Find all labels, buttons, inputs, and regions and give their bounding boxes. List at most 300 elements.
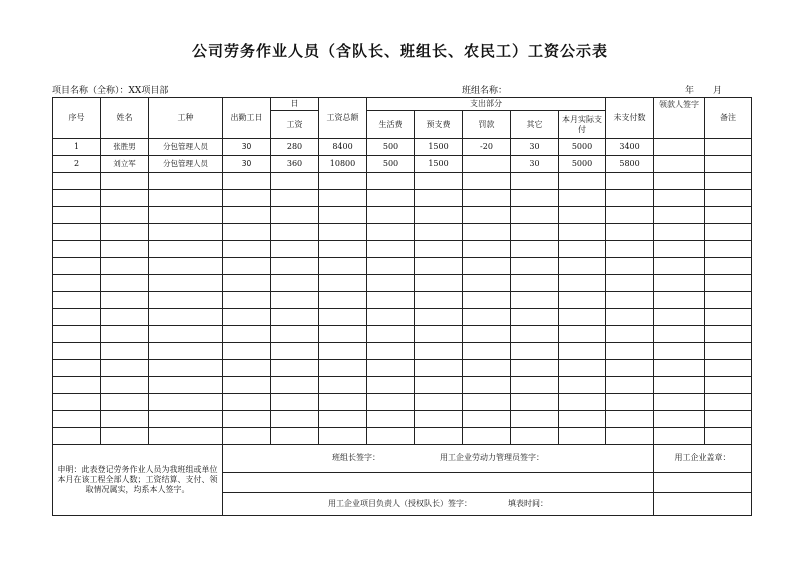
cell-remarks: [705, 156, 752, 173]
cell-living: 500: [367, 139, 415, 156]
empty-cell: [149, 343, 223, 360]
empty-cell: [463, 190, 511, 207]
empty-cell: [101, 360, 149, 377]
empty-cell: [559, 343, 606, 360]
empty-cell: [319, 309, 367, 326]
empty-cell: [367, 326, 415, 343]
project-name-label: 项目名称（全称）：XX项目部: [52, 86, 169, 96]
header-actual-paid: 本月实际支付: [559, 111, 606, 139]
empty-cell: [319, 190, 367, 207]
empty-cell: [606, 241, 654, 258]
empty-cell: [606, 326, 654, 343]
empty-cell: [149, 377, 223, 394]
empty-cell: [101, 275, 149, 292]
empty-cell: [559, 411, 606, 428]
empty-cell: [367, 258, 415, 275]
empty-row: [53, 190, 752, 207]
empty-cell: [559, 428, 606, 445]
empty-cell: [367, 360, 415, 377]
empty-cell: [101, 173, 149, 190]
empty-cell: [101, 190, 149, 207]
empty-cell: [606, 173, 654, 190]
cell-wage: 360: [271, 156, 319, 173]
empty-cell: [101, 258, 149, 275]
fill-time-label: 填表时间：: [508, 499, 549, 509]
empty-cell: [654, 224, 705, 241]
empty-cell: [415, 428, 463, 445]
header-wage: 工资: [271, 111, 319, 139]
empty-cell: [415, 224, 463, 241]
cell-other: 30: [511, 156, 559, 173]
empty-cell: [463, 343, 511, 360]
cell-total: 10800: [319, 156, 367, 173]
empty-cell: [511, 292, 559, 309]
header-attendance: 出勤工日: [223, 98, 271, 139]
empty-cell: [271, 394, 319, 411]
empty-cell: [223, 360, 271, 377]
empty-row: [53, 275, 752, 292]
empty-cell: [149, 394, 223, 411]
empty-cell: [606, 275, 654, 292]
header-advance: 预支费: [415, 111, 463, 139]
empty-cell: [654, 360, 705, 377]
company-seal-label: 用工企业盖章：: [654, 445, 752, 473]
empty-cell: [271, 309, 319, 326]
empty-cell: [101, 428, 149, 445]
empty-row: [53, 360, 752, 377]
empty-cell: [705, 224, 752, 241]
empty-row: [53, 428, 752, 445]
empty-cell: [53, 411, 101, 428]
empty-cell: [149, 292, 223, 309]
empty-cell: [223, 377, 271, 394]
cell-unpaid: 5800: [606, 156, 654, 173]
empty-cell: [559, 326, 606, 343]
empty-cell: [654, 275, 705, 292]
empty-cell: [367, 343, 415, 360]
empty-cell: [654, 343, 705, 360]
empty-cell: [367, 309, 415, 326]
empty-cell: [415, 207, 463, 224]
empty-cell: [511, 173, 559, 190]
empty-cell: [53, 428, 101, 445]
empty-cell: [415, 275, 463, 292]
empty-cell: [367, 173, 415, 190]
empty-cell: [271, 292, 319, 309]
header-living: 生活费: [367, 111, 415, 139]
empty-cell: [415, 292, 463, 309]
header-trade: 工种: [149, 98, 223, 139]
empty-cell: [559, 377, 606, 394]
empty-cell: [705, 377, 752, 394]
empty-cell: [149, 173, 223, 190]
empty-cell: [271, 190, 319, 207]
empty-row: [53, 207, 752, 224]
empty-cell: [415, 411, 463, 428]
empty-cell: [606, 394, 654, 411]
empty-cell: [511, 275, 559, 292]
table-row: [53, 139, 752, 156]
year-label: 年: [685, 86, 695, 96]
empty-cell: [101, 394, 149, 411]
header-remarks: 备注: [705, 98, 752, 139]
empty-cell: [271, 377, 319, 394]
declaration-note: 申明：此表登记劳务作业人员为我班组或单位本月在该工程全部人数；工资结算、支付、领取情况属实，均系本人签字。: [53, 445, 223, 516]
empty-cell: [606, 428, 654, 445]
empty-cell: [367, 394, 415, 411]
cell-other: 30: [511, 139, 559, 156]
empty-cell: [415, 258, 463, 275]
empty-cell: [367, 275, 415, 292]
empty-cell: [319, 173, 367, 190]
empty-cell: [705, 394, 752, 411]
empty-cell: [415, 377, 463, 394]
empty-cell: [654, 411, 705, 428]
empty-cell: [606, 292, 654, 309]
empty-cell: [559, 394, 606, 411]
empty-cell: [606, 224, 654, 241]
cell-unpaid: 3400: [606, 139, 654, 156]
empty-cell: [559, 275, 606, 292]
empty-cell: [463, 326, 511, 343]
empty-cell: [271, 428, 319, 445]
empty-cell: [149, 428, 223, 445]
empty-cell: [367, 224, 415, 241]
empty-row: [53, 343, 752, 360]
empty-cell: [53, 343, 101, 360]
empty-cell: [511, 309, 559, 326]
empty-cell: [705, 275, 752, 292]
empty-cell: [463, 258, 511, 275]
empty-row: [53, 309, 752, 326]
empty-cell: [271, 207, 319, 224]
cell-attendance: 30: [223, 139, 271, 156]
empty-cell: [149, 275, 223, 292]
empty-cell: [53, 326, 101, 343]
header-fine: 罚款: [463, 111, 511, 139]
empty-cell: [705, 411, 752, 428]
cell-total: 8400: [319, 139, 367, 156]
empty-cell: [606, 377, 654, 394]
cell-name: 张胜男: [101, 139, 149, 156]
empty-cell: [223, 241, 271, 258]
empty-cell: [654, 258, 705, 275]
empty-cell: [654, 207, 705, 224]
empty-cell: [101, 411, 149, 428]
empty-cell: [705, 360, 752, 377]
empty-cell: [101, 207, 149, 224]
empty-cell: [463, 377, 511, 394]
empty-cell: [654, 377, 705, 394]
cell-fine: [463, 156, 511, 173]
empty-cell: [511, 241, 559, 258]
labor-manager-sign-label: 用工企业劳动力管理员签字：: [440, 453, 545, 463]
empty-cell: [101, 224, 149, 241]
empty-cell: [463, 275, 511, 292]
empty-cell: [101, 326, 149, 343]
empty-cell: [367, 411, 415, 428]
empty-cell: [271, 275, 319, 292]
cell-attendance: 30: [223, 156, 271, 173]
empty-cell: [511, 360, 559, 377]
empty-cell: [606, 360, 654, 377]
empty-cell: [271, 360, 319, 377]
empty-cell: [101, 343, 149, 360]
empty-cell: [223, 309, 271, 326]
empty-cell: [149, 360, 223, 377]
empty-cell: [606, 309, 654, 326]
empty-cell: [319, 258, 367, 275]
empty-cell: [511, 377, 559, 394]
empty-cell: [511, 207, 559, 224]
cell-living: 500: [367, 156, 415, 173]
empty-cell: [705, 207, 752, 224]
cell-advance: 1500: [415, 139, 463, 156]
empty-cell: [463, 411, 511, 428]
empty-cell: [149, 411, 223, 428]
empty-cell: [271, 258, 319, 275]
header-signature: 领款人签字: [654, 98, 705, 139]
empty-cell: [415, 309, 463, 326]
empty-cell: [53, 173, 101, 190]
empty-cell: [53, 377, 101, 394]
header-day: 日: [271, 98, 319, 111]
empty-cell: [223, 207, 271, 224]
empty-cell: [319, 326, 367, 343]
empty-cell: [319, 275, 367, 292]
empty-cell: [101, 377, 149, 394]
empty-cell: [149, 224, 223, 241]
empty-cell: [415, 190, 463, 207]
empty-cell: [101, 309, 149, 326]
empty-cell: [511, 428, 559, 445]
empty-cell: [705, 173, 752, 190]
empty-cell: [705, 428, 752, 445]
empty-cell: [654, 326, 705, 343]
cell-seq: 2: [53, 156, 101, 173]
blank-seal-line: [654, 472, 752, 492]
cell-signature: [654, 156, 705, 173]
empty-cell: [319, 394, 367, 411]
cell-trade: 分包管理人员: [149, 139, 223, 156]
empty-cell: [606, 411, 654, 428]
empty-cell: [415, 173, 463, 190]
empty-cell: [654, 241, 705, 258]
empty-cell: [654, 309, 705, 326]
empty-cell: [149, 241, 223, 258]
empty-row: [53, 241, 752, 258]
empty-cell: [705, 343, 752, 360]
cell-name: 刘立军: [101, 156, 149, 173]
empty-cell: [271, 241, 319, 258]
empty-cell: [705, 326, 752, 343]
empty-cell: [654, 190, 705, 207]
empty-cell: [223, 411, 271, 428]
empty-cell: [53, 360, 101, 377]
empty-cell: [53, 258, 101, 275]
empty-cell: [705, 292, 752, 309]
empty-cell: [367, 428, 415, 445]
empty-cell: [319, 377, 367, 394]
footer-row-1: [53, 445, 752, 473]
empty-cell: [463, 309, 511, 326]
empty-row: [53, 258, 752, 275]
empty-cell: [463, 173, 511, 190]
empty-cell: [367, 207, 415, 224]
header-unpaid: 未支付数: [606, 98, 654, 139]
empty-cell: [149, 207, 223, 224]
empty-cell: [463, 360, 511, 377]
empty-cell: [53, 190, 101, 207]
cell-wage: 280: [271, 139, 319, 156]
empty-cell: [511, 343, 559, 360]
empty-cell: [149, 309, 223, 326]
cell-signature: [654, 139, 705, 156]
empty-cell: [223, 190, 271, 207]
empty-cell: [223, 428, 271, 445]
header-other: 其它: [511, 111, 559, 139]
empty-cell: [463, 241, 511, 258]
empty-cell: [559, 360, 606, 377]
page-title: 公司劳务作业人员（含队长、班组长、农民工）工资公示表: [191, 42, 608, 60]
empty-cell: [511, 394, 559, 411]
empty-row: [53, 394, 752, 411]
empty-cell: [319, 343, 367, 360]
empty-cell: [606, 207, 654, 224]
manager-signature-line: [223, 493, 654, 516]
empty-cell: [367, 292, 415, 309]
wage-table: [52, 97, 752, 516]
empty-cell: [149, 326, 223, 343]
empty-cell: [149, 258, 223, 275]
empty-cell: [511, 190, 559, 207]
empty-cell: [559, 292, 606, 309]
project-manager-sign-label: 用工企业项目负责人（授权队长）签字：: [328, 499, 473, 509]
empty-cell: [705, 241, 752, 258]
empty-cell: [367, 241, 415, 258]
cell-actual-paid: 5000: [559, 139, 606, 156]
empty-cell: [654, 394, 705, 411]
empty-cell: [223, 343, 271, 360]
empty-cell: [223, 292, 271, 309]
empty-cell: [463, 292, 511, 309]
empty-cell: [559, 224, 606, 241]
empty-cell: [319, 411, 367, 428]
empty-cell: [705, 309, 752, 326]
empty-cell: [559, 190, 606, 207]
empty-cell: [319, 360, 367, 377]
empty-cell: [705, 190, 752, 207]
empty-cell: [511, 224, 559, 241]
empty-cell: [319, 207, 367, 224]
leader-signature-line: [223, 445, 654, 473]
empty-cell: [53, 309, 101, 326]
empty-cell: [53, 275, 101, 292]
cell-seq: 1: [53, 139, 101, 156]
header-expense-group: 支出部分: [367, 98, 606, 111]
empty-cell: [319, 241, 367, 258]
cell-actual-paid: 5000: [559, 156, 606, 173]
team-name-label: 班组名称：: [462, 86, 508, 96]
empty-cell: [559, 309, 606, 326]
empty-row: [53, 173, 752, 190]
empty-cell: [319, 292, 367, 309]
empty-cell: [223, 394, 271, 411]
empty-cell: [367, 190, 415, 207]
header-seq: 序号: [53, 98, 101, 139]
empty-cell: [415, 241, 463, 258]
empty-cell: [511, 411, 559, 428]
empty-cell: [511, 258, 559, 275]
empty-cell: [101, 241, 149, 258]
empty-cell: [559, 173, 606, 190]
empty-cell: [319, 224, 367, 241]
empty-cell: [271, 411, 319, 428]
empty-cell: [415, 394, 463, 411]
blank-signature-line: [223, 472, 654, 492]
empty-cell: [415, 360, 463, 377]
empty-cell: [53, 207, 101, 224]
empty-cell: [463, 428, 511, 445]
cell-fine: -20: [463, 139, 511, 156]
month-label: 月: [713, 86, 723, 96]
empty-row: [53, 326, 752, 343]
empty-row: [53, 224, 752, 241]
team-leader-sign-label: 班组长签字：: [332, 453, 381, 463]
wage-table-body: [53, 98, 752, 516]
empty-cell: [463, 224, 511, 241]
empty-cell: [149, 190, 223, 207]
empty-cell: [271, 224, 319, 241]
empty-cell: [654, 428, 705, 445]
empty-row: [53, 377, 752, 394]
empty-cell: [223, 258, 271, 275]
cell-trade: 分包管理人员: [149, 156, 223, 173]
empty-row: [53, 411, 752, 428]
empty-cell: [463, 207, 511, 224]
empty-cell: [511, 326, 559, 343]
empty-cell: [101, 292, 149, 309]
empty-cell: [223, 173, 271, 190]
empty-cell: [271, 343, 319, 360]
empty-cell: [271, 173, 319, 190]
header-row-1: [53, 98, 752, 111]
table-row: [53, 156, 752, 173]
empty-cell: [463, 394, 511, 411]
empty-cell: [415, 326, 463, 343]
empty-cell: [559, 258, 606, 275]
empty-cell: [53, 394, 101, 411]
cell-advance: 1500: [415, 156, 463, 173]
empty-cell: [223, 326, 271, 343]
header-total: 工资总额: [319, 98, 367, 139]
empty-cell: [319, 428, 367, 445]
cell-remarks: [705, 139, 752, 156]
header-name: 姓名: [101, 98, 149, 139]
empty-cell: [654, 292, 705, 309]
empty-cell: [606, 258, 654, 275]
empty-cell: [606, 190, 654, 207]
empty-cell: [223, 275, 271, 292]
empty-cell: [415, 343, 463, 360]
empty-cell: [223, 224, 271, 241]
empty-cell: [559, 207, 606, 224]
empty-cell: [559, 241, 606, 258]
empty-cell: [654, 173, 705, 190]
empty-cell: [53, 292, 101, 309]
empty-cell: [705, 258, 752, 275]
empty-row: [53, 292, 752, 309]
